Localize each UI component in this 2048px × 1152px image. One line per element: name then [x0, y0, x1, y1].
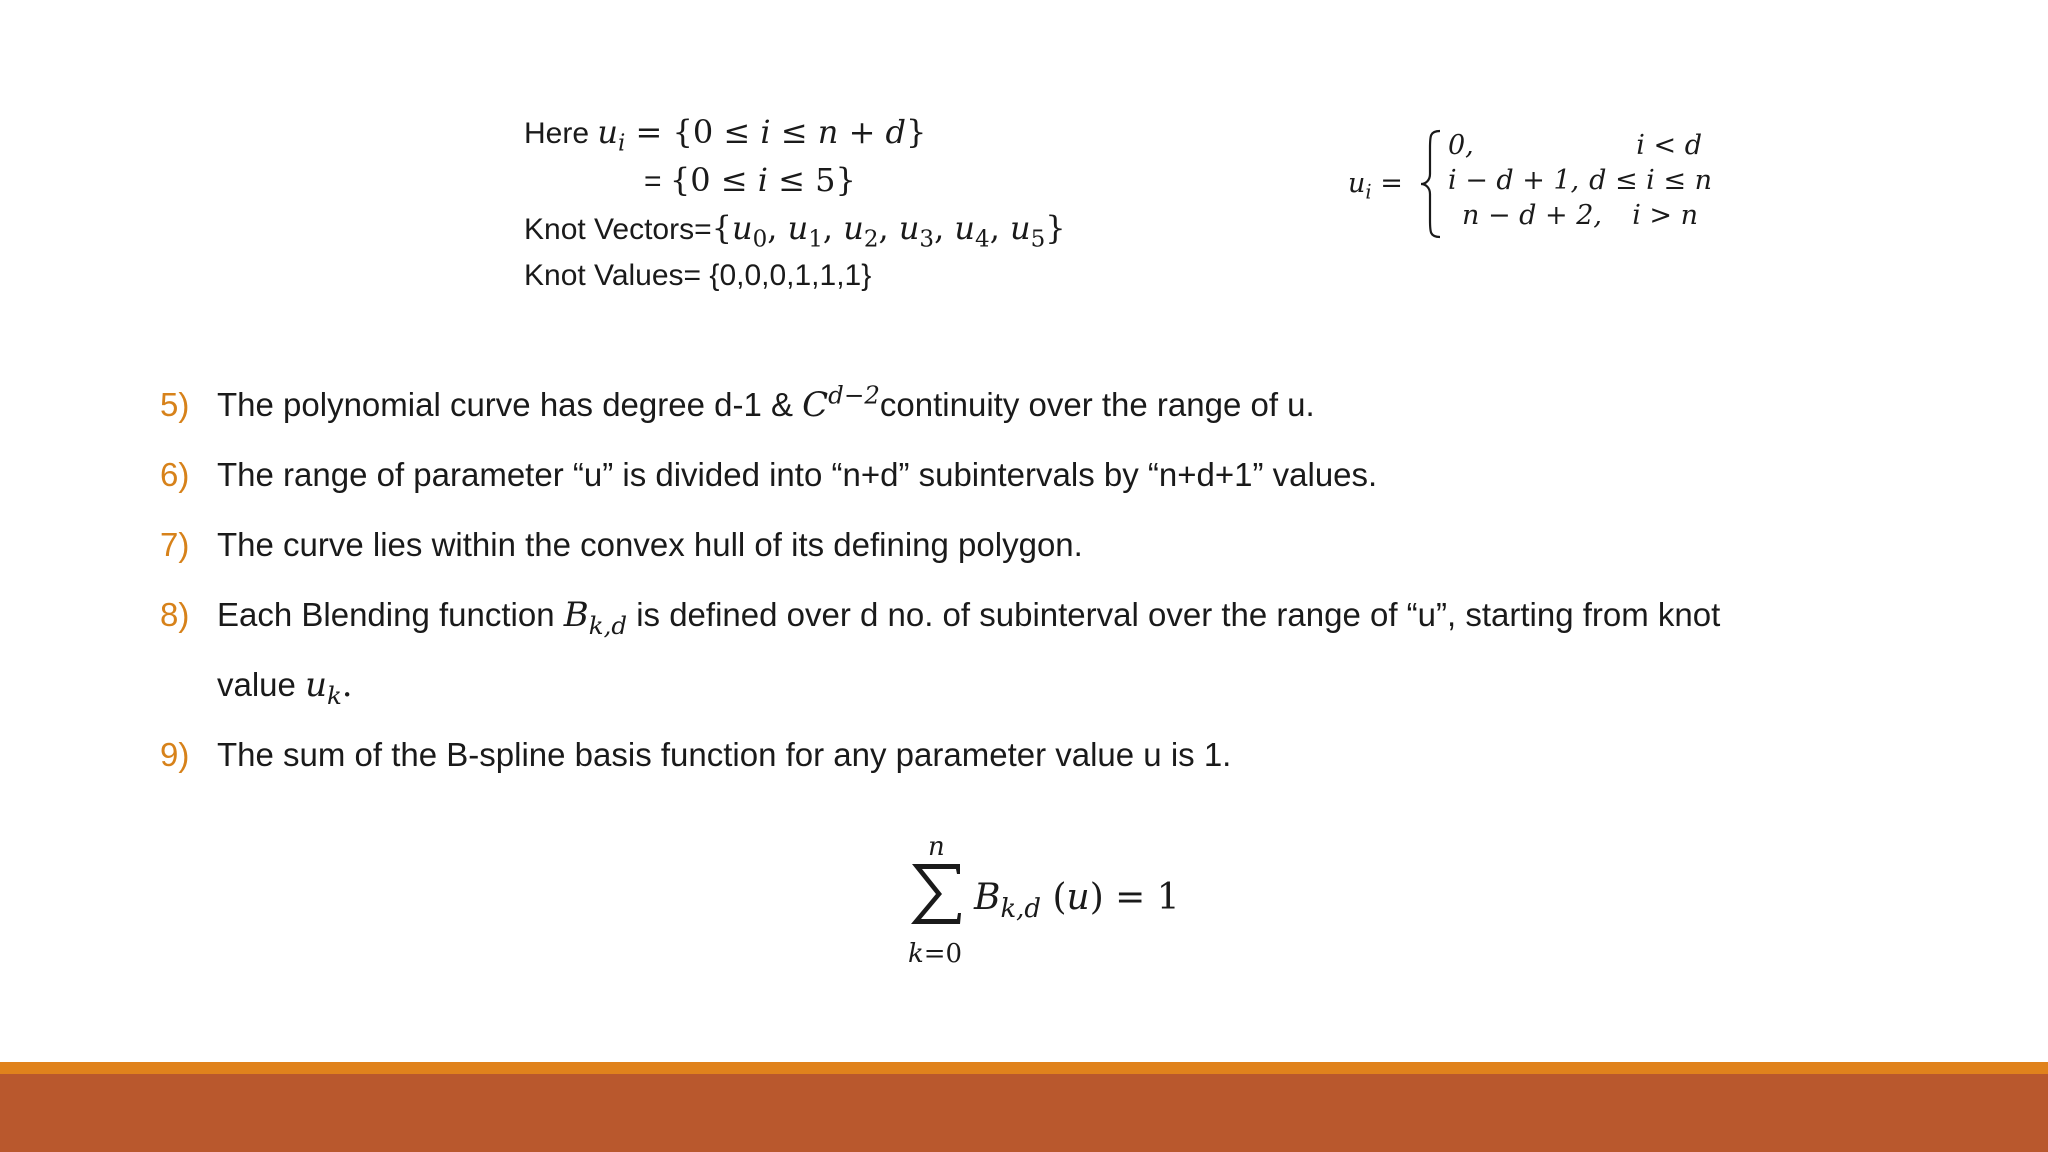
knot-range-line: Here $u_i = \{0 \le i \le n + d\}$ — [524, 113, 927, 157]
knot-range-line-2: = {0 ≤ i ≤ 5} — [644, 161, 856, 199]
piecewise-case: i − d + 1, d ≤ i ≤ n — [1448, 165, 1712, 196]
left-brace — [1418, 128, 1446, 240]
list-number: 6) — [160, 456, 190, 493]
piecewise-case: 0, i < d — [1448, 130, 1702, 161]
knot-values-line: Knot Values= {0,0,0,1,1,1} — [524, 259, 872, 292]
footer-bar — [0, 1074, 2048, 1152]
sum-upper-limit: n — [928, 832, 945, 862]
list-number: 8) — [160, 596, 190, 633]
partition-of-unity-formula — [908, 832, 1188, 972]
knot-range-formula-2: {0 ≤ i ≤ 5} — [669, 161, 856, 199]
list-number: 9) — [160, 736, 190, 773]
knot-vectors-formula: {$u_0$, $u_1$, $u_2$, $u_3$, $u_4$, $u_5$} — [711, 209, 1066, 253]
property-list — [160, 370, 1920, 790]
list-item: 9) The sum of the B-spline basis function for any parameter value u is 1. — [160, 720, 1920, 790]
sum-lower-limit: k=0 — [908, 939, 963, 969]
footer-accent-bar — [0, 1062, 2048, 1074]
piecewise-case: n − d + 2, i > n — [1462, 200, 1698, 231]
knot-vectors-line: Knot $Vectors=\{u_0$, $u_1$, $u_2$, $u_3$, $u_4$, $u_5$} — [524, 209, 1066, 253]
list-item: 7) The curve lies within the convex hull of its defining polygon. — [160, 510, 1920, 580]
continuity-formula: $C^{d-2}$ — [802, 380, 880, 425]
sum-expression: $B_{k,d}$ (u) = 1 — [974, 877, 1180, 925]
knot-definitions — [524, 108, 1066, 300]
knot-uk-formula: $u_k$. — [305, 665, 353, 710]
list-item: 8) Each Blending function $B_{k,d}$ is defined over d no. of subinterval over the range of “u”, starting from knot value $u_k$. — [160, 580, 1920, 720]
blending-function-formula: $B_{k,d}$ — [563, 595, 628, 640]
list-item: 5) The polynomial curve has degree d-1 & $C^{d-2}continuity$ over the range of u. — [160, 370, 1920, 440]
list-number: 5) — [160, 386, 190, 423]
piecewise-lhs: $u_i$ = — [1348, 168, 1403, 204]
piecewise-cases — [1448, 128, 1712, 233]
sigma-symbol — [908, 862, 964, 926]
list-item: 6) The range of parameter “u” is divided into “n+d” subintervals by “n+d+1” values. — [160, 440, 1920, 510]
list-number: 7) — [160, 526, 190, 563]
knot-range-formula: $u_i = \{0 \le i \le n + d\}$ — [597, 113, 927, 157]
